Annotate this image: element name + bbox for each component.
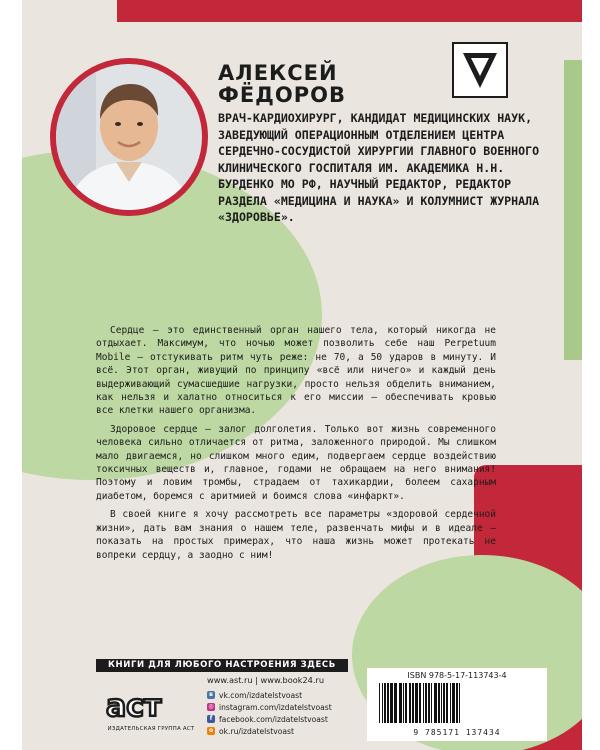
ast-logo-icon: [104, 672, 192, 730]
barcode-bar: [450, 683, 451, 723]
green-strip-right: [564, 60, 582, 360]
barcode-bar: [456, 683, 458, 723]
paragraph-3: В своей книге я хочу рассмотреть все параметры «здоровой сердечной жизни», дать вам знания о нашем теле, развенчать мифы и в идеале — показать на простых примерах, что наша жизнь может протекать не вопреки сердцу, а заодно с ним!: [96, 509, 496, 561]
barcode-bar: [394, 683, 397, 723]
barcode-bar: [434, 683, 437, 723]
barcode-number: 9 785171 137434: [413, 728, 501, 737]
social-link-facebook[interactable]: [207, 713, 332, 725]
barcode-bar: [412, 683, 414, 723]
social-links: [207, 689, 332, 737]
author-name: [218, 62, 548, 106]
barcode-bar: [438, 683, 440, 723]
barcode-bar: [390, 683, 393, 723]
barcode-bar: [425, 683, 427, 723]
ast-logo-text: аст: [106, 689, 162, 724]
publisher-name: ИЗДАТЕЛЬСКАЯ ГРУППА АСТ: [107, 726, 195, 732]
barcode-bar: [452, 683, 455, 723]
social-link-text: vk.com/izdatelstvoast: [219, 690, 303, 700]
author-bio: ВРАЧ-КАРДИОХИРУРГ, КАНДИДАТ МЕДИЦИНСКИХ НАУК, ЗАВЕДУЮЩИЙ ОПЕРАЦИОННЫМ ОТДЕЛЕНИЕМ ЦЕНТРА СЕРДЕЧНО-СОСУДИСТОЙ ХИРУРГИИ ГЛАВНОГО ВОЕННОГО КЛИНИЧЕСКОГО ГОСПИТАЛЯ ИМ. АКАДЕМИКА Н.Н. БУРДЕНКО МО РФ, НАУЧНЫЙ РЕДАКТОР, РЕДАКТОР РАЗДЕЛА «МЕДИЦИНА И НАУКА» И КОЛУМНИСТ ЖУРНАЛА «ЗДОРОВЬЕ».: [218, 111, 540, 224]
author-info: [218, 62, 548, 226]
paragraph-2: Здоровое сердце — залог долголетия. Только вот жизнь современного человека сильно отличается от ритма, заложенного природой. Мы слишком мало двигаемся, но слишком много едим, подвергаем сердце воздействию токсичных веществ и, главное, годами не обращаем на него внимания! Поэтому и ловим тромбы, страдаем от тахикардии, болеем сахарным диабетом, боремся с аритмией и боимся слова «инфаркт».: [96, 423, 496, 502]
paragraph-1: Сердце — это единственный орган нашего тела, который никогда не отдыхает. Максимум, что ночью может позволить себе наш Perpetuum Mobile — отстукивать ритм чуть реже: не 70, а 50 ударов в минуту. И всё. Этот орган, живущий по принципу «всё или ничего» и каждый день выдерживающий сумасшедшие нагрузки, просто нельзя обделить вниманием, как нельзя и халатно относиться к его миссии — обеспечивать кровью все клетки нашего организма.: [96, 325, 496, 417]
barcode-bar: [403, 683, 404, 723]
social-link-odnoklassniki[interactable]: [207, 725, 332, 737]
author-first-name: АЛЕКСЕЙ: [218, 61, 338, 85]
barcode-bar: [387, 683, 389, 723]
isbn-barcode-block: [367, 668, 547, 741]
book-back-cover: [22, 0, 582, 750]
facebook-icon: f: [207, 715, 215, 723]
author-last-name: ФЁДОРОВ: [218, 83, 346, 107]
social-link-vk[interactable]: [207, 689, 332, 701]
social-link-text: instagram.com/izdatelstvoast: [219, 702, 332, 712]
barcode-bar: [399, 683, 402, 723]
barcode-bar: [409, 683, 411, 723]
odnoklassniki-icon: о: [208, 727, 214, 734]
social-link-text: facebook.com/izdatelstvoast: [219, 714, 328, 724]
barcode-bar: [405, 683, 407, 723]
barcode-bar: [382, 683, 383, 723]
annotation-text: [96, 324, 496, 567]
barcode-bar: [443, 683, 445, 723]
top-red-bar: [117, 0, 582, 22]
isbn-number: ISBN 978-5-17-113743-4: [407, 671, 507, 680]
barcode-bar: [419, 683, 421, 723]
footer-tagline: КНИГИ ДЛЯ ЛЮБОГО НАСТРОЕНИЯ ЗДЕСЬ: [96, 659, 348, 672]
social-link-text: ok.ru/izdatelstvoast: [219, 726, 294, 736]
publisher-websites[interactable]: www.ast.ru | www.book24.ru: [207, 675, 325, 685]
barcode-bar: [431, 683, 432, 723]
barcode-bar: [379, 683, 380, 723]
barcode: [373, 681, 541, 724]
barcode-bar: [441, 683, 442, 723]
vk-icon: в: [207, 691, 215, 699]
author-portrait-illustration: [56, 64, 202, 210]
barcode-bar: [384, 683, 386, 723]
barcode-bar: [446, 683, 448, 723]
instagram-icon: ◎: [208, 703, 214, 710]
author-photo: [50, 58, 208, 216]
barcode-bar: [459, 683, 460, 723]
social-link-instagram[interactable]: [207, 701, 332, 713]
barcode-bar: [423, 683, 424, 723]
barcode-bar: [428, 683, 430, 723]
barcode-bar: [415, 683, 418, 723]
